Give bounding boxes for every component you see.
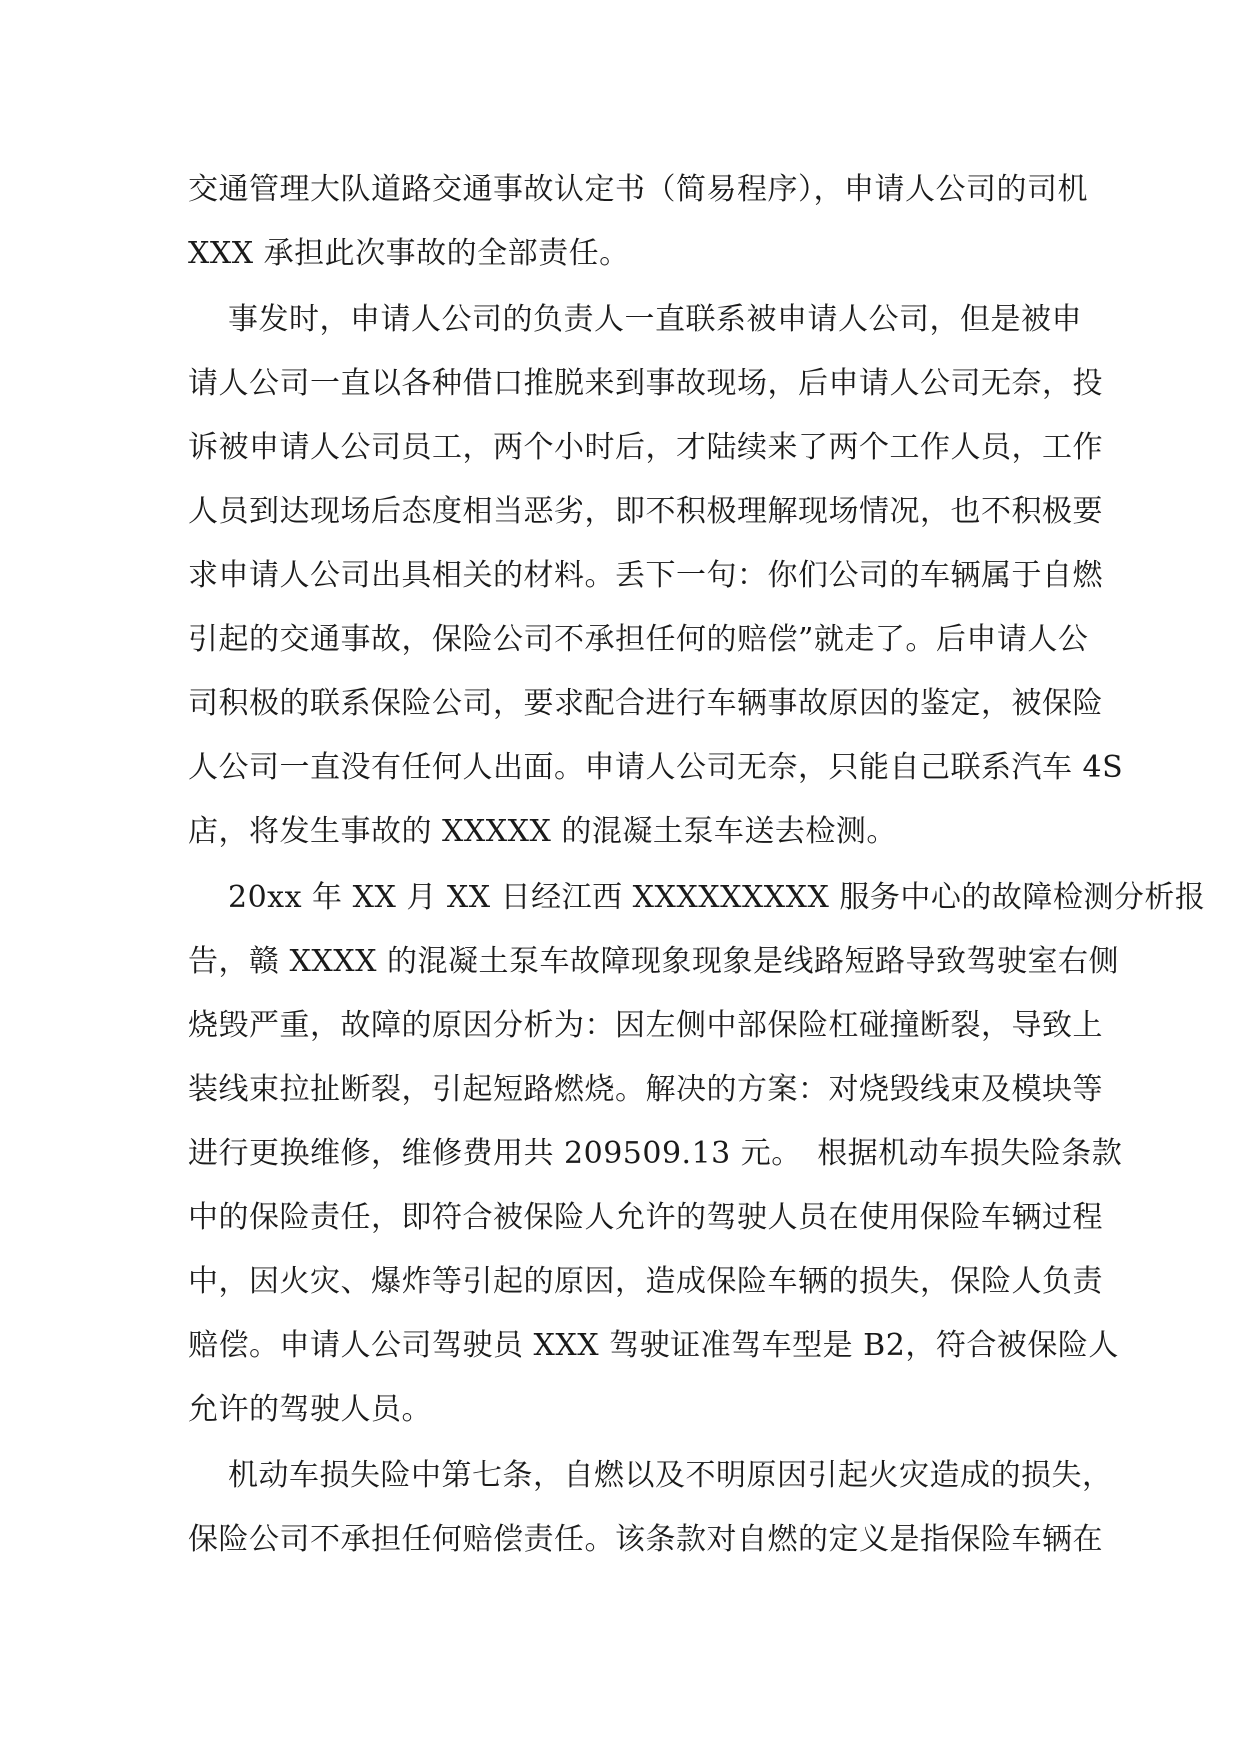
- paragraph-start-line: 事发时，申请人公司的负责人一直联系被申请人公司，但是被申: [228, 302, 1082, 337]
- text-line: 告，赣 XXXX 的混凝土泵车故障现象现象是线路短路导致驾驶室右侧: [188, 944, 1120, 979]
- text-line: 人公司一直没有任何人出面。申请人公司无奈，只能自己联系汽车 4S: [188, 750, 1124, 785]
- text-line: 诉被申请人公司员工，两个小时后，才陆续来了两个工作人员，工作: [188, 430, 1103, 465]
- text-line: 中，因火灾、爆炸等引起的原因，造成保险车辆的损失，保险人负责: [188, 1264, 1103, 1299]
- text-line: 中的保险责任，即符合被保险人允许的驾驶人员在使用保险车辆过程: [188, 1200, 1103, 1235]
- text-line: 人员到达现场后态度相当恶劣，即不积极理解现场情况，也不积极要: [188, 494, 1103, 529]
- text-line: 司积极的联系保险公司，要求配合进行车辆事故原因的鉴定，被保险: [188, 686, 1103, 721]
- text-line: 装线束拉扯断裂，引起短路燃烧。解决的方案：对烧毁线束及模块等: [188, 1072, 1103, 1107]
- text-line: 店，将发生事故的 XXXXX 的混凝土泵车送去检测。: [188, 814, 897, 849]
- text-line: 保险公司不承担任何赔偿责任。该条款对自燃的定义是指保险车辆在: [188, 1522, 1103, 1557]
- text-line: 引起的交通事故，保险公司不承担任何的赔偿”就走了。后申请人公: [188, 622, 1089, 657]
- text-line: 允许的驾驶人员。: [188, 1392, 432, 1427]
- text-line: 交通管理大队道路交通事故认定书（简易程序），申请人公司的司机: [188, 172, 1088, 207]
- text-line: XXX 承担此次事故的全部责任。: [188, 236, 630, 271]
- text-line: 请人公司一直以各种借口推脱来到事故现场，后申请人公司无奈，投: [188, 366, 1103, 401]
- text-line: 求申请人公司出具相关的材料。丢下一句：你们公司的车辆属于自燃: [188, 558, 1103, 593]
- text-line: 赔偿。申请人公司驾驶员 XXX 驾驶证准驾车型是 B2，符合被保险人: [188, 1328, 1119, 1363]
- document-body: [188, 158, 1206, 1572]
- paragraph-start-line: 机动车损失险中第七条，自燃以及不明原因引起火灾造成的损失，: [228, 1458, 1113, 1493]
- paragraph-start-line: 20xx 年 XX 月 XX 日经江西 XXXXXXXXX 服务中心的故障检测分析报: [228, 880, 1206, 915]
- text-line: 烧毁严重，故障的原因分析为：因左侧中部保险杠碰撞断裂，导致上: [188, 1008, 1103, 1043]
- text-line: 进行更换维修，维修费用共 209509.13 元。 根据机动车损失险条款: [188, 1136, 1123, 1171]
